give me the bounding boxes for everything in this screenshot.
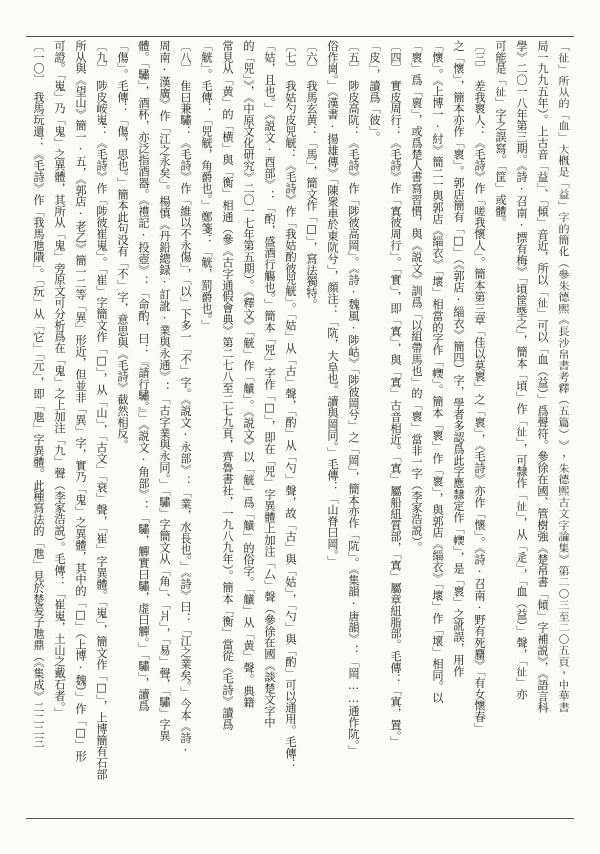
text-column-10: 「皮」，讀爲「彼」。 [368,40,381,143]
text-column-12: 俗作崗。」《漢書·揚雄傳》「陳衆車於東阬兮」，顔注：「阬，大阜也。讀與岡同。」毛傳：「山脊曰岡。」 [326,40,339,567]
text-column-6: 之「懷」，簡本亦作「褱」。郭店簡有「□」（《郭店·緇衣》簡四）字，學者多認爲此字應隸定作「𢅽」，是「褱」之訛誤，用作 [452,40,465,677]
text-column-11: 〔五〕 陟皮高阬：《毛詩》作「陟彼高岡」。《詩·魏風·陟岵》「陟彼岡兮」之「岡」，簡本亦作「阬」。《集韻·唐韻》：「岡……通作阬。」 [347,40,360,757]
text-column-19: 〔八〕 隹曰兼驌：《毛詩》作「維以不永傷」，「以」下多一「不」字。《説文·永部》：「業，水長也。」《詩》曰：「江之業矣。」今本《詩· [179,40,192,757]
text-column-8: 「褱」爲「褱」，或爲楚人書寫習慣，與《説文》訓爲「以組帶馬也」的「褱」當非一字（李家浩説）。 [410,40,423,554]
text-column-1: 「𢓊」所从的「血」大概是「益」字的簡化（參朱德熙《長沙帛書考釋（五篇）》，朱德熙古文字論集》第二〇三至二〇五頁，中華書 [557,40,570,713]
text-column-23: 〔九〕 陟皮峖嵬：《毛詩》作「陟彼崔嵬」。「崔」字簡文作「□」，从「山」，「古文」「衰」聲，「崔」字異體。「嵬」，簡文作「□」，上博簡有石部 [95,40,108,780]
text-column-25: 可證。「嵬」乃「鬼」之異體，其所从「鬼」旁原文可分析爲在「鬼」之上加注「九」聲（李家浩説）。毛傳：「崔嵬，土山之戴石者。」 [53,40,66,719]
text-column-3: 學》二〇一八年第三期。《詩·召南·摽有梅》「頃筐塈之」，簡本「頃」作「𢓊」，可隸作「𢓊」，从「辵」，「血（益）」聲，「𢓊」亦 [515,40,528,700]
text-column-16: 的「兕」》，《中原文化研究》二〇一七年第五期）。《釋文》「觥」作「觵」。《説文》以「觥」爲「觵」的俗字。「觵」从「黄」聲。典籍 [242,40,255,708]
text-column-9: 〔四〕 實皮周行：《毛詩》作「寘彼周行」。「實」，即「寘」，與「寘」古音相近。「寘」屬船紐質部，「寘」屬章紐脂部。毛傳：「寘，置。」 [389,40,402,748]
text-column-17: 常見从「黄」的「横」與「衡」相通（參《古字通假會典》第二七八至二七九頁，齊魯書社，一九八九年）。簡本「衡」當從《毛詩》讀爲 [221,40,234,730]
text-column-2: 局一九九五年）。上古音「益」、「傾」音近，所以「𢓊」可以「血（益）」爲聲符。參徐在國、管樹強《楚帛書「傾」字補説》，《語言科 [536,40,549,714]
text-column-7: 「懷」。《上博一·紂》簡二一與郭店《緇衣》「壞」相當的字作「𢅽」。簡本「褱」作「褱」，與郭店《緇衣》「壞」作「壞」相同。以 [431,40,444,704]
text-column-21: 體。「驌」，酒杯，亦泛指酒器。《禮記·投壺》：「命酌，曰：『請行驌。』」《説文·角部》：「驌，觶實曰驌，虚曰觶。」「驌」，讀爲 [137,40,150,712]
text-column-24: 所从與《望山》簡一·五，《郭店·老乙》簡一二等「異」形近，但並非「異」字，實乃「鬼」之異體，其中的「□」（上博·魏）」作「□」形 [74,40,87,762]
text-column-14: 〔七〕 我姑勺皮兕觥：《毛詩》作「我姑酌彼兕觥」。「姑」从「古」聲，「酌」从「勺」聲，故「古」與「姑」，「勺」與「酌」可以通用。毛傳： [284,40,297,771]
text-column-5: 〔三〕 差我褱人：《毛詩》作「嗟我懷人」。簡本第三章「佳以莫褱」之「褱」，《毛詩》亦作「懷」。《詩·召南·野有死麕》「有女懷春」 [473,40,486,734]
top-rule [26,36,574,37]
text-column-22: 「傷」。毛傳：「傷，思也。」簡本此句没有「不」字，意思與《毛詩》截然相反。 [116,40,129,451]
text-column-26: 〔一〇〕 我馬玩遺：《毛詩》作「我馬虺隤」。「玩」从「它」「元」，即「虺」字異體。此種寫法的「虺」見於楚爰子虺鼎（《集成》二二二三 [32,40,45,748]
bottom-rule [26,818,574,819]
text-column-15: 「姑，且也。」《説文·酉部》：「酌，盛酒行觴也。」簡本「兕」字作「□」，即在「兕」字異體上加注「厶」聲（參徐在國《談楚文字中 [263,40,276,728]
text-column-4: 可能是「𢓊」字之誤寫。「筐」或體。 [494,40,507,229]
text-column-18: 「觥」。毛傳：「兕觥，角爵也。」鄭箋：「觥，罰爵也。」 [200,40,213,331]
text-column-20: 周南·漢廣》作「江之永矣」。楊慎《丹鉛總録·訂訛·業與永通》：「古字業與永同。」「驌」字簡文从「角」、「爿」，「易」聲，「驌」字異 [158,40,171,742]
text-column-13: 〔六〕 我馬玄黄：「馬」，簡文作「□」，寫法獨特。 [305,40,318,310]
